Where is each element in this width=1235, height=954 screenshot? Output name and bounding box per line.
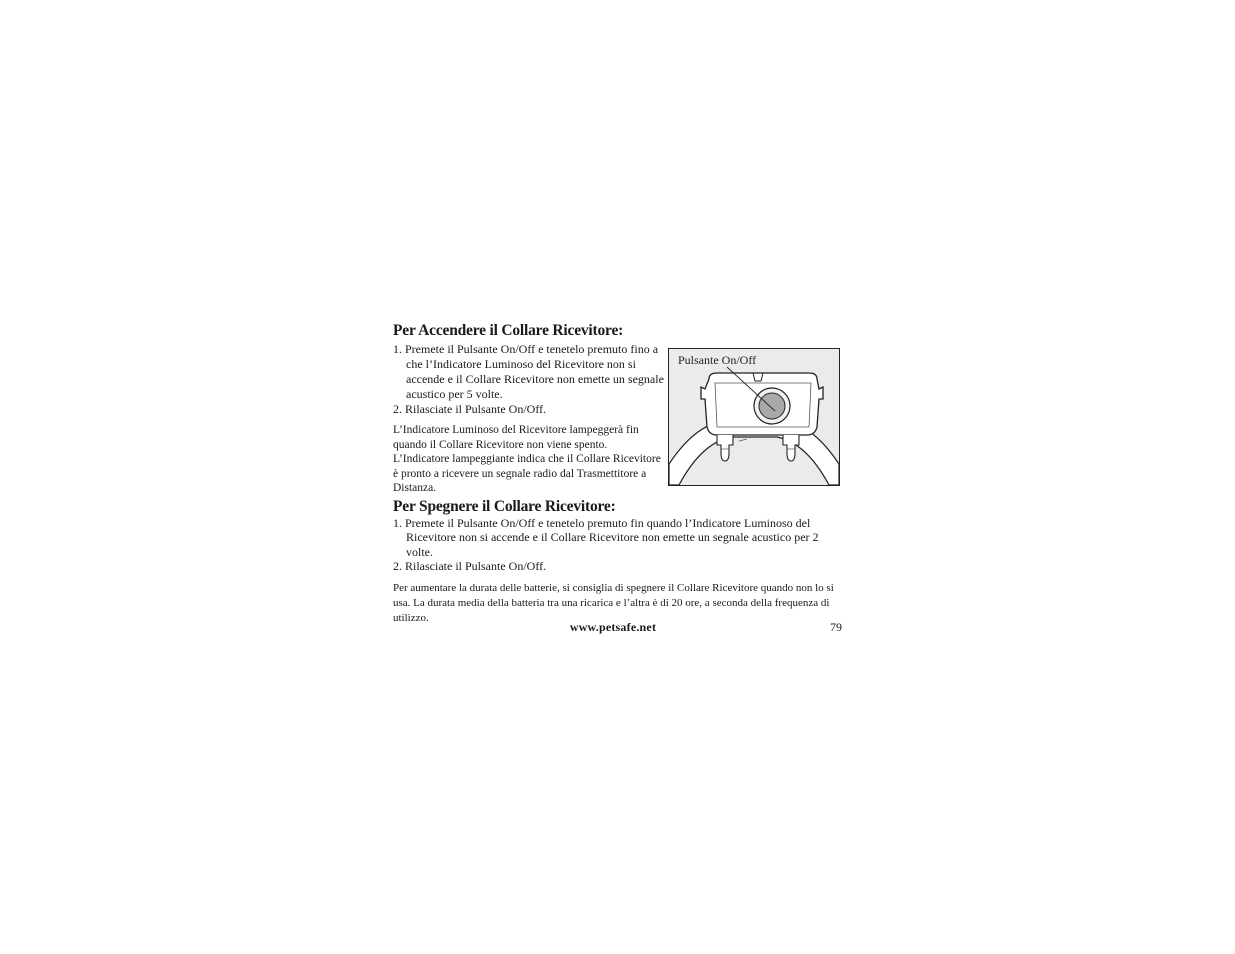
steps-list-turn-on [393,342,665,417]
note-paragraph-turn-off: Per aumentare la durata delle batterie, si consiglia di spegnere il Collare Ricevitore quando non lo si usa. La durata media della batteria tra una ricarica e l’altra è di 20 ore, a seconda della frequenza di utilizzo. [393,581,834,625]
on-off-button-callout: Pulsante On/Off [678,353,757,367]
section-body-turn-on [393,342,665,496]
receiver-collar-illustration [669,349,839,485]
footer-website: www.petsafe.net [569,620,657,634]
steps-list-turn-off [393,516,842,574]
note-paragraph-turn-on: L’Indicatore Luminoso del Ricevitore lampeggerà fin quando il Collare Ricevitore non viene spento. L’Indicatore lampeggiante indica che il Collare Ricevitore è pronto a ricevere un segnale radio dal Trasmettitore a Distanza. [393,424,661,495]
step-item: 1. Premete il Pulsante On/Off e tenetelo premuto fin quando l’Indicatore Luminoso del Ricevitore non si accende e il Collare Ricevitore non emette un segnale acustico per 2 volte. [393,516,819,559]
section-body-turn-off [393,516,842,626]
step-item: 2. Rilasciate il Pulsante On/Off. [393,559,547,574]
section-title-turn-off: Per Spegnere il Collare Ricevitore: [393,498,616,515]
step-item: 1. Premete il Pulsante On/Off e tenetelo premuto fino a che l’Indicatore Luminoso del Ricevitore non si accende e il Collare Ricevitore non emette un segnale acustico per 5 volte. [393,342,664,401]
step-item: 2. Rilasciate il Pulsante On/Off. [393,402,547,416]
receiver-collar-figure [668,348,840,486]
page-number: 79 [830,620,842,634]
section-title-turn-on: Per Accendere il Collare Ricevitore: [393,322,624,339]
